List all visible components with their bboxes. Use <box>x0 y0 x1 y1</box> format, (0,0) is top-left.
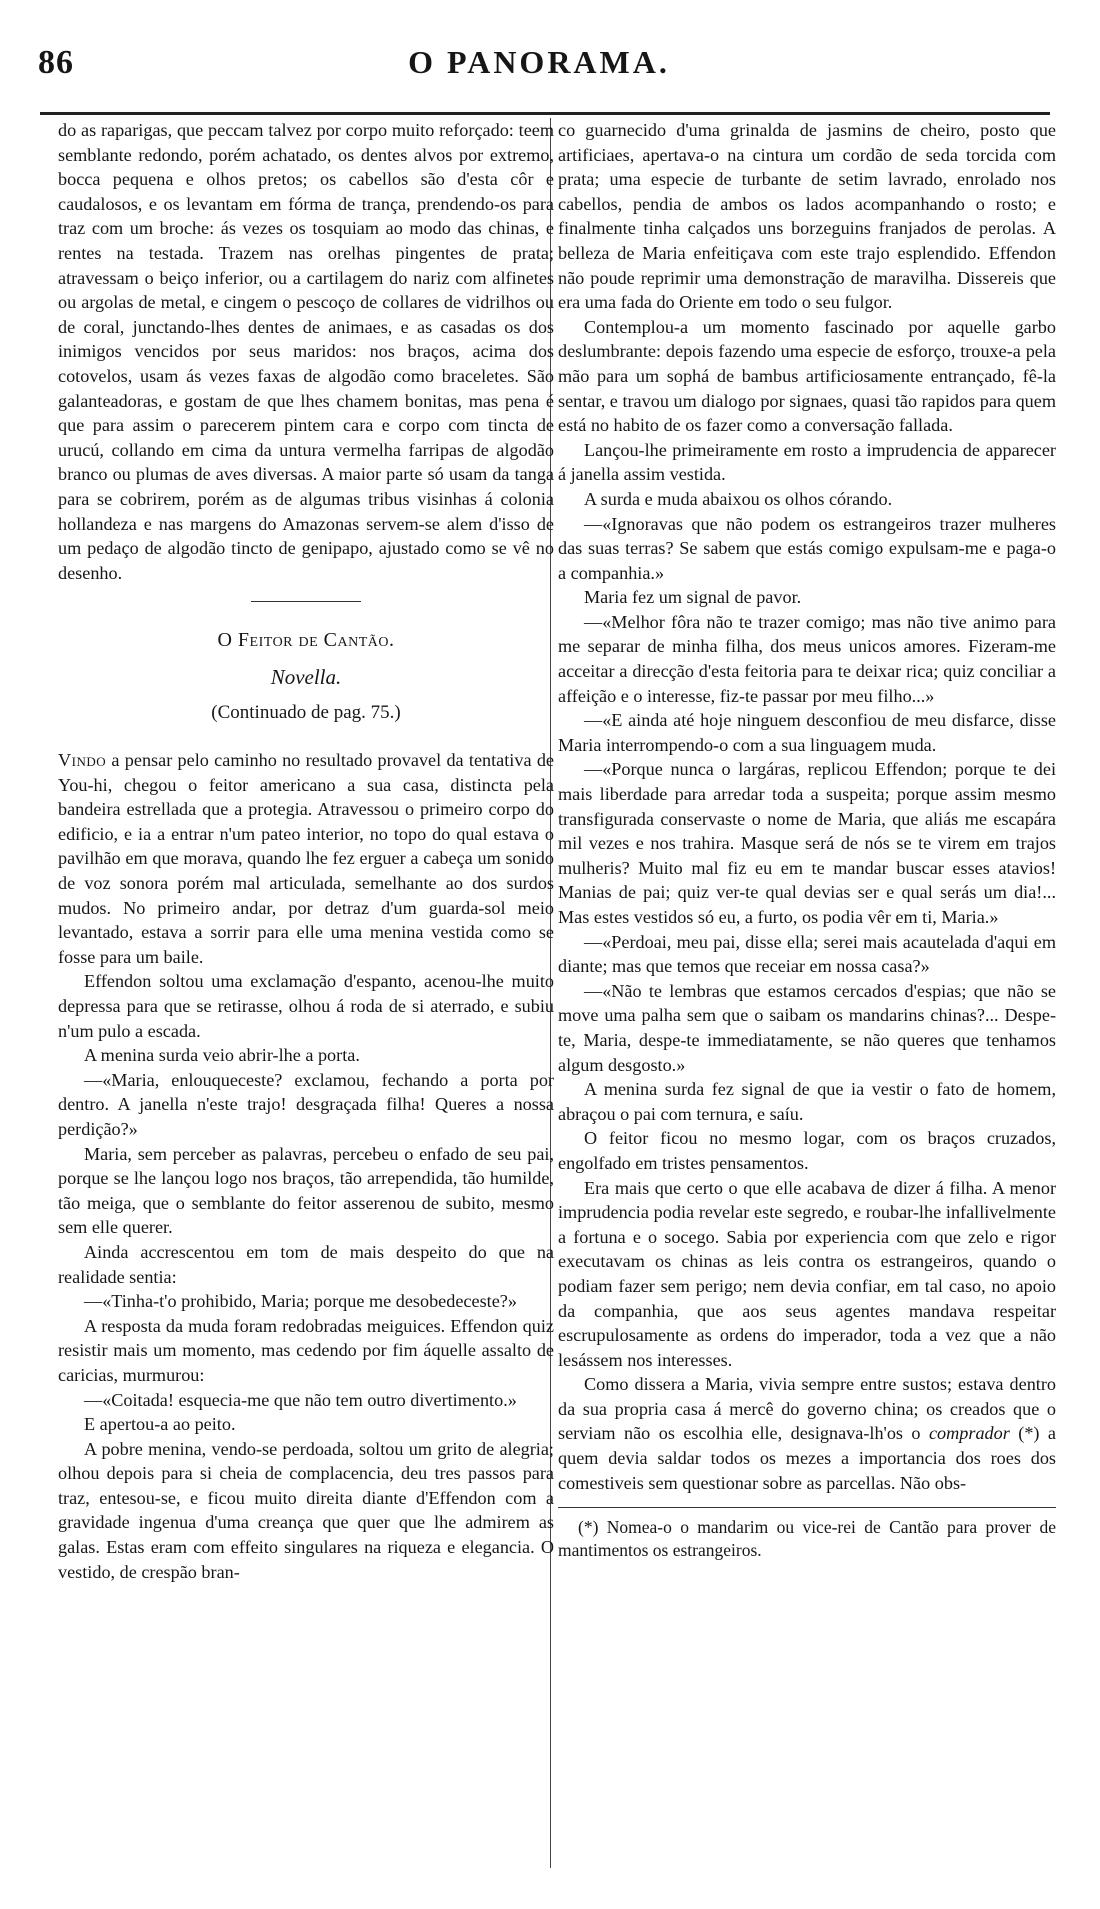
paragraph-text: (*) a quem devia saldar todos os mezes a importancia dos roes dos comestiveis sem questionar sobre as parcellas. Não obs- <box>558 1423 1056 1493</box>
dialogue-paragraph: —«Porque nunca o largáras, replicou Effendon; porque te dei mais liberdade para arredar toda a suspeita; porque assim mesmo transfigurada conservaste o nome de Maria, que aliás me escapára mil vezes e nos trahira. Masque será de nós se te virem em trajos mulheris? Muito mal fiz eu em te mandar buscar esses atavios! Manias de pai; quiz ver-te qual devias ser e qual serás um dia!... Mas estes vestidos só eu, a furto, os podia vêr em ti, Maria.» <box>558 759 1056 927</box>
dialogue-paragraph: —«Melhor fôra não te trazer comigo; mas não tive animo para me separar de minha filha, dos meus unicos amores. Fizeram-me acceitar a direcção d'esta feitoria para te deixar rica; quiz conciliar a affeição e o interesse, fiz-te passar por meu filho...» <box>558 611 1056 706</box>
page-header <box>34 44 1044 100</box>
drop-word: Vindo <box>58 750 107 771</box>
dialogue-paragraph: —«Perdoai, meu pai, disse ella; serei mais acautelada d'aqui em diante; mas que temos que receiar em nossa casa?» <box>558 931 1056 977</box>
paragraph-text: Como dissera a Maria, vivia sempre entre sustos; estava dentro da sua propria casa á mercê do governo china; os creados que o serviam não os escolhia elle, designava-lh'os o <box>558 1374 1056 1444</box>
paragraph: Maria fez um signal de pavor. <box>584 587 802 608</box>
article-subtitle: Novella. <box>270 664 342 689</box>
paragraph: A menina surda veio abrir-lhe a porta. <box>84 1045 360 1066</box>
footnote-rule <box>558 1507 1056 1508</box>
right-column <box>558 118 1056 1562</box>
paragraph <box>558 1372 1056 1495</box>
left-column <box>58 118 554 1584</box>
paragraph: A pobre menina, vendo-se perdoada, soltou um grito de alegria; olhou depois para si cheia de complacencia, deu tres passos para traz, entesou-se, e ficou muito direita diante d'Effendon com a gravidade ingenua d'uma creança que quer que lhe admirem as galas. Estas eram com effeito singulares na riqueza e elegancia. O vestido, de crespão bran- <box>58 1438 554 1582</box>
paragraph: Lançou-lhe primeiramente em rosto a imprudencia de apparecer á janella assim vestida. <box>558 439 1056 485</box>
dialogue-paragraph: —«Não te lembras que estamos cercados d'espias; que não se move uma palha sem que o saibam os mandarins chinas?... Despe-te, Maria, despe-te immediatamente, se não queres que tenhamos algum desgosto.» <box>558 980 1056 1075</box>
paragraph: Contemplou-a um momento fascinado por aquelle garbo deslumbrante: depois fazendo uma especie de esforço, trouxe-a pela mão para um sophá de bambus artificiosamente entrançado, fê-la sentar, e travou um dialogo por signaes, quasi tão rapidos para quem está no habito de os fazer como a conversação fallada. <box>558 316 1056 436</box>
section-divider <box>251 601 361 602</box>
paragraph: Ainda accrescentou em tom de mais despeito do que na realidade sentia: <box>58 1241 554 1287</box>
paragraph: A menina surda fez signal de que ia vestir o fato de homem, abraçou o pai com ternura, e saíu. <box>558 1079 1056 1124</box>
paragraph: O feitor ficou no mesmo logar, com os braços cruzados, engolfado em tristes pensamentos. <box>558 1128 1056 1173</box>
dialogue-paragraph: —«Coitada! esquecia-me que não tem outro divertimento.» <box>84 1389 517 1410</box>
paragraph <box>58 748 554 969</box>
paragraph: Era mais que certo o que elle acabava de dizer á filha. A menor imprudencia podia revelar este segredo, e roubar-lhe infallivelmente a fortuna e o socego. Sabia por experiencia com que zelo e rigor executavam os chinas as leis contra os estrangeiros, quando o podiam fazer sem perigo; nem devia confiar, em tal caso, no apoio da companhia, que aos seus agentes mandava respeitar escrupulosamente as ordens do imperador, toda a vez que a não lesássem nos interesses. <box>558 1177 1056 1370</box>
emphasized-word: comprador <box>928 1423 1010 1444</box>
continuation-note: (Continuado de pag. 75.) <box>211 702 401 724</box>
running-title: O PANORAMA. <box>408 44 670 80</box>
paragraph: co guarnecido d'uma grinalda de jasmins de cheiro, posto que artificiaes, apertava-o na cintura um cordão de seda torcida com prata; uma especie de turbante de setim lavrado, enrolado nos cabellos, pendia de ambos os lados acompanhando o rosto; e finalmente tinha calçados uns borzeguins franjados de perolas. A belleza de Maria enfeitiçava com este trajo esplendido. Effendon não poude reprimir uma demonstração de maravilha. Dissereis que era uma fada do Oriente em todo o seu fulgor. <box>558 120 1056 313</box>
dialogue-paragraph: —«E ainda até hoje ninguem desconfiou de meu disfarce, disse Maria interrompendo-o com a sua linguagem muda. <box>558 710 1056 755</box>
paragraph: A resposta da muda foram redobradas meiguices. Effendon quiz resistir mais um momento, mas cedendo por fim áquelle assalto de caricias, murmurou: <box>58 1315 554 1385</box>
article-title: O Feitor de Cantão. <box>217 629 395 652</box>
page-number: 86 <box>38 44 74 81</box>
header-rule <box>40 112 1050 115</box>
paragraph: Effendon soltou uma exclamação d'espanto, acenou-lhe muito depressa para que se retirasse, olhou á roda de si aterrado, e subiu n'um pulo a escada. <box>58 971 554 1041</box>
paragraph: do as raparigas, que peccam talvez por corpo muito reforçado: teem semblante redondo, porém achatado, os dentes alvos por extremo, bocca pequena e olhos pretos; os cabellos são d'esta côr e caudalosos, e os levantam em fórma de trança, prendendo-os para traz com um broche: ás vezes os tosquiam ao modo das chinas, e rentes na testada. Trazem nas orelhas pingentes de prata; atravessam o beiço inferior, ou a cartilagem do nariz com alfinetes ou argolas de metal, e cingem o pescoço de collares de vidrilhos ou de coral, junctando-lhes dentes de animaes, e as casadas os dos inimigos vencidos por seus maridos: nos braços, acima dos cotovelos, usam ás vezes faxas de algodão como braceletes. São galanteadoras, e gostam de que lhes chamem bonitas, mas pena é que para assim o parecerem pintem cara e corpo com tincta de urucú, collando em cima da untura vermelha farripas de algodão branco ou plumas de aves diversas. A maior parte só usam da tanga para se cobrirem, porém as de algumas tribus visinhas á colonia hollandeza e nas margens do Amazonas servem-se alem d'isso de um pedaço de algodão tincto de genipapo, ajustado como se vê no desenho. <box>58 120 554 583</box>
paragraph-text: a pensar pelo caminho no resultado provavel da tentativa de You-hi, chegou o feitor americano a sua casa, distincta pela bandeira estrellada que a protegia. Atravessou o primeiro corpo do edificio, e ia a entrar n'um pateo interior, no topo do qual estava o pavilhão em que morava, quando lhe fez erguer a cabeça um sonido de voz sonora porém mal articulada, semelhante ao dos surdos mudos. No primeiro andar, por detraz d'um guarda-sol meio levantado, estava a sorrir para elle uma menina vestida como se fosse para um baile. <box>58 750 554 967</box>
paragraph: E apertou-a ao peito. <box>84 1414 236 1435</box>
paragraph: A surda e muda abaixou os olhos córando. <box>584 488 893 509</box>
dialogue-paragraph: —«Ignoravas que não podem os estrangeiros trazer mulheres das suas terras? Se sabem que estás comigo expulsam-me e paga-o a companhia.» <box>558 513 1056 583</box>
footnote: (*) Nomea-o o mandarim ou vice-rei de Cantão para prover de mantimentos os estrangeiros. <box>558 1517 1056 1561</box>
dialogue-paragraph: —«Maria, enlouqueceste? exclamou, fechando a porta por dentro. A janella n'este trajo! desgraçada filha! Queres a nossa perdição?» <box>58 1069 554 1139</box>
paragraph: Maria, sem perceber as palavras, percebeu o enfado de seu pai, porque se lhe lançou logo nos braços, tão arrependida, tão humilde, tão meiga, que o semblante do feitor asserenou de subito, mesmo sem elle querer. <box>58 1143 554 1238</box>
dialogue-paragraph: —«Tinha-t'o prohibido, Maria; porque me desobedeceste?» <box>84 1291 517 1312</box>
